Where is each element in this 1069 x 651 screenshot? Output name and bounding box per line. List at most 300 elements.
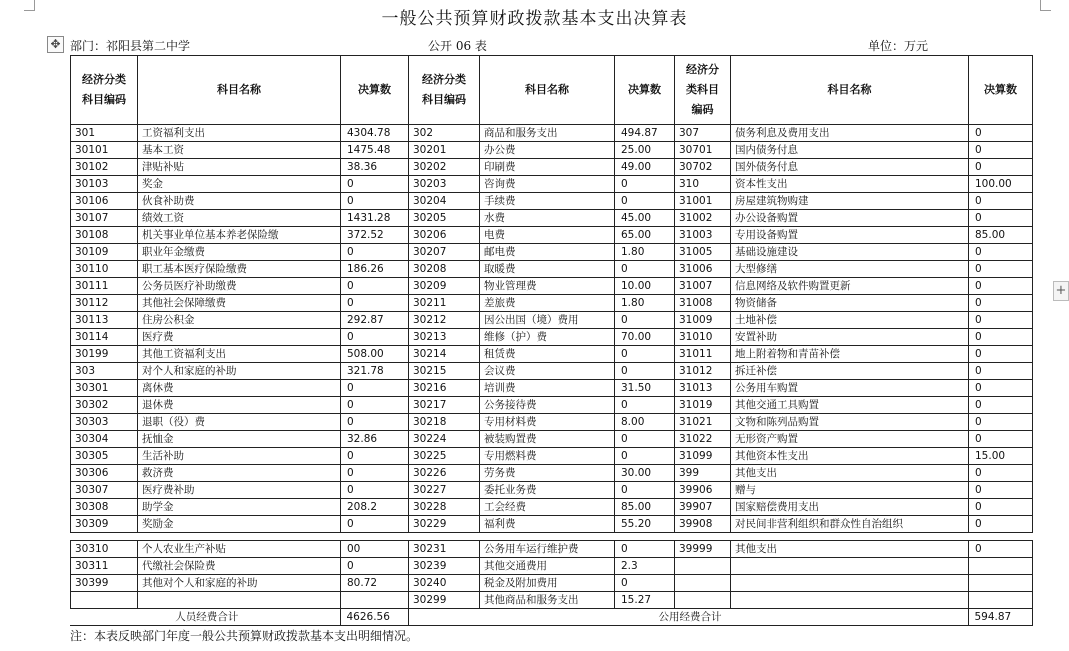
public-total-value: 594.87 — [968, 609, 1032, 626]
cell-name-2[interactable]: 商品和服务支出 — [480, 125, 615, 142]
cell-name-3[interactable]: 国外债务付息 — [731, 159, 969, 176]
cell-amount-1[interactable]: 208.2 — [341, 499, 409, 516]
cell-code-1[interactable]: 30101 — [71, 142, 138, 159]
cell-amount-2[interactable]: 2.3 — [615, 558, 675, 575]
cell-amount-3[interactable]: 85.00 — [969, 227, 1033, 244]
cell-name-3[interactable] — [731, 575, 969, 592]
cell-code-1[interactable]: 30113 — [71, 312, 138, 329]
cell-amount-1[interactable]: 0 — [341, 516, 409, 533]
cell-amount-2[interactable]: 31.50 — [615, 380, 675, 397]
cell-name-1[interactable]: 抚恤金 — [138, 431, 341, 448]
cell-name-2[interactable]: 手续费 — [480, 193, 615, 210]
cell-amount-2[interactable]: 30.00 — [615, 465, 675, 482]
cell-name-1[interactable]: 其他社会保障缴费 — [138, 295, 341, 312]
cell-name-1[interactable]: 其他对个人和家庭的补助 — [138, 575, 341, 592]
table-row — [71, 193, 1033, 210]
margin-mark — [24, 0, 35, 11]
cell-code-3[interactable]: 31008 — [675, 295, 731, 312]
cell-code-3[interactable]: 30702 — [675, 159, 731, 176]
cell-code-2[interactable]: 30205 — [409, 210, 480, 227]
cell-code-2[interactable]: 30202 — [409, 159, 480, 176]
cell-amount-1[interactable]: 0 — [341, 193, 409, 210]
cell-name-1[interactable]: 生活补助 — [138, 448, 341, 465]
cell-code-3[interactable]: 31002 — [675, 210, 731, 227]
cell-name-1[interactable]: 其他工资福利支出 — [138, 346, 341, 363]
cell-amount-1[interactable]: 32.86 — [341, 431, 409, 448]
cell-amount-1[interactable]: 186.26 — [341, 261, 409, 278]
table-row — [71, 210, 1033, 227]
cell-code-3[interactable]: 31022 — [675, 431, 731, 448]
cell-amount-1[interactable]: 4304.78 — [341, 125, 409, 142]
table-title: 一般公共预算财政拨款基本支出决算表 — [381, 9, 688, 29]
cell-name-3[interactable]: 其他资本性支出 — [731, 448, 969, 465]
cell-amount-2[interactable]: 49.00 — [615, 159, 675, 176]
header-code-1-line2: 科目编码 — [82, 93, 126, 106]
cell-amount-1[interactable]: 508.00 — [341, 346, 409, 363]
cell-name-2[interactable]: 咨询费 — [480, 176, 615, 193]
cell-code-3[interactable]: 39907 — [675, 499, 731, 516]
cell-amount-2[interactable]: 0 — [615, 346, 675, 363]
cell-amount-1[interactable]: 0 — [341, 397, 409, 414]
table-row — [71, 363, 1033, 380]
cell-amount-3[interactable]: 0 — [969, 210, 1033, 227]
cell-name-3[interactable] — [731, 592, 969, 609]
cell-amount-1[interactable]: 372.52 — [341, 227, 409, 244]
cell-code-2[interactable]: 30209 — [409, 278, 480, 295]
cell-name-1[interactable]: 救济费 — [138, 465, 341, 482]
cell-amount-2[interactable]: 0 — [615, 575, 675, 592]
cell-name-1[interactable]: 助学金 — [138, 499, 341, 516]
cell-code-1[interactable]: 30108 — [71, 227, 138, 244]
cell-name-1[interactable]: 机关事业单位基本养老保险缴 — [138, 227, 341, 244]
cell-name-1[interactable]: 退职（役）费 — [138, 414, 341, 431]
cell-name-1[interactable] — [138, 592, 341, 609]
cell-code-3[interactable]: 31099 — [675, 448, 731, 465]
department-label: 部门：祁阳县第二中学 — [70, 39, 191, 53]
cell-amount-2[interactable]: 1.80 — [615, 295, 675, 312]
cell-code-1[interactable]: 303 — [71, 363, 138, 380]
cell-amount-1[interactable]: 0 — [341, 329, 409, 346]
header-name-2: 科目名称 — [480, 56, 615, 125]
table-row — [71, 558, 1033, 575]
cell-amount-1[interactable]: 0 — [341, 380, 409, 397]
cell-amount-3[interactable] — [969, 575, 1033, 592]
cell-name-3[interactable]: 国内债务付息 — [731, 142, 969, 159]
cell-code-1[interactable]: 30308 — [71, 499, 138, 516]
cell-name-1[interactable]: 医疗费补助 — [138, 482, 341, 499]
cell-code-2[interactable]: 30228 — [409, 499, 480, 516]
cell-amount-1[interactable]: 0 — [341, 448, 409, 465]
cell-code-2[interactable]: 30224 — [409, 431, 480, 448]
table-row — [71, 125, 1033, 142]
cell-name-2[interactable]: 公务用车运行维护费 — [480, 541, 615, 558]
header-code-1-line1: 经济分类 — [82, 73, 126, 86]
cell-amount-3[interactable]: 0 — [969, 482, 1033, 499]
cell-amount-1[interactable]: 0 — [341, 244, 409, 261]
cell-code-2[interactable]: 30214 — [409, 346, 480, 363]
cell-amount-1[interactable]: 0 — [341, 414, 409, 431]
cell-amount-3[interactable]: 100.00 — [969, 176, 1033, 193]
cell-name-2[interactable]: 电费 — [480, 227, 615, 244]
cell-amount-1[interactable]: 1431.28 — [341, 210, 409, 227]
cell-code-3[interactable]: 31005 — [675, 244, 731, 261]
cell-code-1[interactable]: 30109 — [71, 244, 138, 261]
cell-amount-3[interactable] — [969, 592, 1033, 609]
cell-name-1[interactable]: 住房公积金 — [138, 312, 341, 329]
table-row — [71, 329, 1033, 346]
cell-amount-3[interactable] — [969, 558, 1033, 575]
cell-amount-2[interactable]: 10.00 — [615, 278, 675, 295]
cell-amount-1[interactable]: 0 — [341, 295, 409, 312]
cell-code-2[interactable]: 30203 — [409, 176, 480, 193]
cell-amount-2[interactable]: 0 — [615, 261, 675, 278]
add-column-plus-icon[interactable]: + — [1053, 281, 1069, 301]
cell-amount-2[interactable]: 0 — [615, 363, 675, 380]
cell-name-1[interactable]: 奖金 — [138, 176, 341, 193]
cell-amount-2[interactable]: 494.87 — [615, 125, 675, 142]
cell-code-1[interactable]: 30111 — [71, 278, 138, 295]
cell-code-2[interactable]: 30225 — [409, 448, 480, 465]
cell-code-2[interactable]: 30215 — [409, 363, 480, 380]
personnel-total-value: 4626.56 — [340, 609, 408, 626]
cell-name-3[interactable]: 房屋建筑物购建 — [731, 193, 969, 210]
cell-amount-3[interactable]: 0 — [969, 465, 1033, 482]
table-row — [71, 482, 1033, 499]
header-amount-1: 决算数 — [341, 56, 409, 125]
cell-amount-3[interactable]: 0 — [969, 414, 1033, 431]
cell-amount-3[interactable]: 0 — [969, 329, 1033, 346]
table-row — [71, 261, 1033, 278]
cell-code-3[interactable]: 31013 — [675, 380, 731, 397]
personnel-total-label: 人员经费合计 — [70, 609, 340, 626]
cell-code-1[interactable]: 30302 — [71, 397, 138, 414]
cell-name-1[interactable]: 伙食补助费 — [138, 193, 341, 210]
cell-name-1[interactable]: 奖励金 — [138, 516, 341, 533]
cell-name-2[interactable]: 邮电费 — [480, 244, 615, 261]
cell-amount-3[interactable]: 0 — [969, 125, 1033, 142]
cell-code-1[interactable]: 30112 — [71, 295, 138, 312]
cell-amount-1[interactable]: 321.78 — [341, 363, 409, 380]
table-move-handle-icon[interactable]: ✥ — [47, 36, 64, 53]
cell-code-3[interactable]: 39999 — [675, 541, 731, 558]
cell-name-2[interactable]: 培训费 — [480, 380, 615, 397]
cell-amount-3[interactable]: 0 — [969, 193, 1033, 210]
cell-name-2[interactable]: 差旅费 — [480, 295, 615, 312]
cell-code-2[interactable]: 30229 — [409, 516, 480, 533]
cell-code-3[interactable]: 31019 — [675, 397, 731, 414]
cell-name-3[interactable]: 资本性支出 — [731, 176, 969, 193]
cell-amount-2[interactable]: 55.20 — [615, 516, 675, 533]
table-row — [71, 278, 1033, 295]
cell-code-3[interactable] — [675, 575, 731, 592]
cell-name-1[interactable]: 工资福利支出 — [138, 125, 341, 142]
cell-name-2[interactable]: 专用燃料费 — [480, 448, 615, 465]
cell-amount-3[interactable]: 0 — [969, 261, 1033, 278]
cell-amount-1[interactable] — [341, 592, 409, 609]
cell-name-2[interactable]: 印刷费 — [480, 159, 615, 176]
cell-amount-2[interactable]: 0 — [615, 193, 675, 210]
cell-code-2[interactable]: 30216 — [409, 380, 480, 397]
cell-code-1[interactable]: 30309 — [71, 516, 138, 533]
cell-name-1[interactable]: 个人农业生产补贴 — [138, 541, 341, 558]
cell-name-1[interactable]: 绩效工资 — [138, 210, 341, 227]
cell-name-3[interactable] — [731, 558, 969, 575]
cell-code-2[interactable]: 30201 — [409, 142, 480, 159]
cell-amount-1[interactable]: 0 — [341, 558, 409, 575]
cell-code-1[interactable]: 301 — [71, 125, 138, 142]
cell-amount-3[interactable]: 0 — [969, 363, 1033, 380]
cell-code-1[interactable]: 30106 — [71, 193, 138, 210]
cell-name-2[interactable]: 税金及附加费用 — [480, 575, 615, 592]
header-code-3-line2: 类科目 — [686, 83, 719, 96]
cell-name-2[interactable]: 办公费 — [480, 142, 615, 159]
cell-name-2[interactable]: 劳务费 — [480, 465, 615, 482]
table-row — [71, 516, 1033, 533]
cell-name-3[interactable]: 无形资产购置 — [731, 431, 969, 448]
table-row — [71, 244, 1033, 261]
cell-amount-2[interactable]: 70.00 — [615, 329, 675, 346]
cell-name-1[interactable]: 离休费 — [138, 380, 341, 397]
table-row — [71, 397, 1033, 414]
cell-name-2[interactable]: 维修（护）费 — [480, 329, 615, 346]
cell-name-2[interactable]: 其他商品和服务支出 — [480, 592, 615, 609]
cell-amount-3[interactable]: 0 — [969, 278, 1033, 295]
cell-amount-1[interactable]: 38.36 — [341, 159, 409, 176]
table-row — [71, 431, 1033, 448]
cell-name-3[interactable]: 其他支出 — [731, 465, 969, 482]
cell-code-3[interactable]: 30701 — [675, 142, 731, 159]
cell-code-1[interactable]: 30114 — [71, 329, 138, 346]
cell-amount-3[interactable]: 0 — [969, 499, 1033, 516]
cell-name-3[interactable]: 拆迁补偿 — [731, 363, 969, 380]
cell-code-2[interactable]: 30239 — [409, 558, 480, 575]
cell-amount-3[interactable]: 0 — [969, 431, 1033, 448]
cell-code-2[interactable]: 30218 — [409, 414, 480, 431]
cell-code-2[interactable]: 30231 — [409, 541, 480, 558]
cell-name-1[interactable]: 公务员医疗补助缴费 — [138, 278, 341, 295]
cell-name-2[interactable]: 公务接待费 — [480, 397, 615, 414]
table-row — [71, 380, 1033, 397]
cell-code-3[interactable]: 31021 — [675, 414, 731, 431]
cell-name-2[interactable]: 物业管理费 — [480, 278, 615, 295]
cell-name-1[interactable]: 基本工资 — [138, 142, 341, 159]
cell-amount-3[interactable]: 0 — [969, 397, 1033, 414]
table-row — [71, 312, 1033, 329]
cell-amount-3[interactable]: 0 — [969, 541, 1033, 558]
header-table — [70, 55, 1033, 125]
cell-code-1[interactable]: 30107 — [71, 210, 138, 227]
header-code-2 — [409, 56, 480, 125]
table-row — [71, 465, 1033, 482]
cell-amount-3[interactable]: 0 — [969, 312, 1033, 329]
cell-code-2[interactable]: 30299 — [409, 592, 480, 609]
cell-name-3[interactable]: 对民间非营利组织和群众性自治组织 — [731, 516, 969, 533]
cell-code-2[interactable]: 30207 — [409, 244, 480, 261]
cell-name-3[interactable]: 安置补助 — [731, 329, 969, 346]
cell-name-2[interactable]: 因公出国（境）费用 — [480, 312, 615, 329]
cell-amount-1[interactable]: 0 — [341, 176, 409, 193]
cell-code-1[interactable]: 30307 — [71, 482, 138, 499]
cell-name-3[interactable]: 物资储备 — [731, 295, 969, 312]
cell-name-2[interactable]: 会议费 — [480, 363, 615, 380]
cell-amount-1[interactable]: 00 — [341, 541, 409, 558]
cell-amount-2[interactable]: 15.27 — [615, 592, 675, 609]
cell-code-3[interactable]: 31006 — [675, 261, 731, 278]
cell-name-1[interactable]: 代缴社会保险费 — [138, 558, 341, 575]
cell-amount-2[interactable]: 8.00 — [615, 414, 675, 431]
cell-name-1[interactable]: 对个人和家庭的补助 — [138, 363, 341, 380]
cell-amount-1[interactable]: 0 — [341, 465, 409, 482]
cell-code-2[interactable]: 30240 — [409, 575, 480, 592]
cell-name-3[interactable]: 专用设备购置 — [731, 227, 969, 244]
cell-name-3[interactable]: 其他交通工具购置 — [731, 397, 969, 414]
cell-code-3[interactable]: 31007 — [675, 278, 731, 295]
cell-name-1[interactable]: 津贴补贴 — [138, 159, 341, 176]
cell-name-3[interactable]: 文物和陈列品购置 — [731, 414, 969, 431]
header-code-3 — [675, 56, 731, 125]
cell-name-2[interactable]: 专用材料费 — [480, 414, 615, 431]
cell-name-3[interactable]: 办公设备购置 — [731, 210, 969, 227]
cell-code-1[interactable]: 30310 — [71, 541, 138, 558]
cell-name-1[interactable]: 职工基本医疗保险缴费 — [138, 261, 341, 278]
cell-amount-3[interactable]: 0 — [969, 142, 1033, 159]
cell-code-3[interactable]: 39906 — [675, 482, 731, 499]
cell-name-3[interactable]: 地上附着物和青苗补偿 — [731, 346, 969, 363]
cell-amount-2[interactable]: 0 — [615, 397, 675, 414]
cell-name-3[interactable]: 信息网络及软件购置更新 — [731, 278, 969, 295]
cell-amount-3[interactable]: 0 — [969, 380, 1033, 397]
cell-name-3[interactable]: 公务用车购置 — [731, 380, 969, 397]
cell-amount-3[interactable]: 0 — [969, 516, 1033, 533]
header-code-1 — [71, 56, 138, 125]
cell-code-3[interactable]: 31009 — [675, 312, 731, 329]
cell-amount-2[interactable]: 65.00 — [615, 227, 675, 244]
cell-name-3[interactable]: 其他支出 — [731, 541, 969, 558]
cell-amount-3[interactable]: 0 — [969, 244, 1033, 261]
cell-amount-3[interactable]: 0 — [969, 346, 1033, 363]
cell-code-2[interactable]: 30217 — [409, 397, 480, 414]
cell-code-1[interactable]: 30304 — [71, 431, 138, 448]
cell-name-3[interactable]: 大型修缮 — [731, 261, 969, 278]
cell-amount-1[interactable]: 292.87 — [341, 312, 409, 329]
cell-code-1[interactable]: 30399 — [71, 575, 138, 592]
cell-amount-2[interactable]: 0 — [615, 448, 675, 465]
cell-code-2[interactable]: 30212 — [409, 312, 480, 329]
cell-name-2[interactable]: 其他交通费用 — [480, 558, 615, 575]
cell-code-1[interactable]: 30110 — [71, 261, 138, 278]
cell-code-2[interactable]: 30204 — [409, 193, 480, 210]
table-row — [71, 142, 1033, 159]
cell-code-3[interactable]: 39908 — [675, 516, 731, 533]
header-amount-3: 决算数 — [969, 56, 1033, 125]
table-row — [71, 592, 1033, 609]
cell-name-3[interactable]: 债务利息及费用支出 — [731, 125, 969, 142]
cell-code-1[interactable]: 30301 — [71, 380, 138, 397]
cell-amount-1[interactable]: 0 — [341, 278, 409, 295]
cell-code-3[interactable]: 31001 — [675, 193, 731, 210]
cell-code-1[interactable]: 30305 — [71, 448, 138, 465]
cell-amount-2[interactable]: 85.00 — [615, 499, 675, 516]
cell-code-2[interactable]: 30206 — [409, 227, 480, 244]
cell-code-2[interactable]: 30227 — [409, 482, 480, 499]
cell-name-2[interactable]: 取暖费 — [480, 261, 615, 278]
table-row — [71, 414, 1033, 431]
cell-name-2[interactable]: 委托业务费 — [480, 482, 615, 499]
cell-amount-2[interactable]: 1.80 — [615, 244, 675, 261]
cell-name-2[interactable]: 工会经费 — [480, 499, 615, 516]
table-row — [71, 227, 1033, 244]
cell-code-3[interactable]: 31010 — [675, 329, 731, 346]
cell-code-3[interactable] — [675, 558, 731, 575]
cell-name-1[interactable]: 退休费 — [138, 397, 341, 414]
cell-name-1[interactable]: 医疗费 — [138, 329, 341, 346]
cell-amount-2[interactable]: 0 — [615, 431, 675, 448]
cell-code-3[interactable]: 399 — [675, 465, 731, 482]
cell-code-3[interactable]: 310 — [675, 176, 731, 193]
header-name-1: 科目名称 — [138, 56, 341, 125]
cell-code-1[interactable]: 30102 — [71, 159, 138, 176]
cell-amount-1[interactable]: 1475.48 — [341, 142, 409, 159]
table-row — [71, 346, 1033, 363]
form-number: 公开 06 表 — [428, 39, 487, 53]
cell-name-2[interactable]: 被装购置费 — [480, 431, 615, 448]
totals-table — [70, 608, 1033, 626]
cell-name-3[interactable]: 赠与 — [731, 482, 969, 499]
cell-name-2[interactable]: 水费 — [480, 210, 615, 227]
table-row — [71, 295, 1033, 312]
cell-code-1[interactable]: 30306 — [71, 465, 138, 482]
cell-amount-2[interactable]: 0 — [615, 541, 675, 558]
cell-code-3[interactable]: 307 — [675, 125, 731, 142]
cell-code-2[interactable]: 30208 — [409, 261, 480, 278]
table-row — [71, 159, 1033, 176]
cell-amount-3[interactable]: 0 — [969, 159, 1033, 176]
cell-name-3[interactable]: 基础设施建设 — [731, 244, 969, 261]
cell-amount-3[interactable]: 15.00 — [969, 448, 1033, 465]
cell-name-3[interactable]: 国家赔偿费用支出 — [731, 499, 969, 516]
public-total-label: 公用经费合计 — [408, 609, 968, 626]
cell-name-1[interactable]: 职业年金缴费 — [138, 244, 341, 261]
cell-code-3[interactable] — [675, 592, 731, 609]
cell-code-3[interactable]: 31012 — [675, 363, 731, 380]
cell-code-3[interactable]: 31011 — [675, 346, 731, 363]
cell-code-2[interactable]: 302 — [409, 125, 480, 142]
cell-code-2[interactable]: 30226 — [409, 465, 480, 482]
cell-code-1[interactable]: 30199 — [71, 346, 138, 363]
cell-amount-3[interactable]: 0 — [969, 295, 1033, 312]
cell-code-1[interactable]: 30303 — [71, 414, 138, 431]
cell-name-2[interactable]: 租赁费 — [480, 346, 615, 363]
cell-amount-1[interactable]: 0 — [341, 482, 409, 499]
cell-amount-1[interactable]: 80.72 — [341, 575, 409, 592]
cell-code-1[interactable]: 30103 — [71, 176, 138, 193]
cell-amount-2[interactable]: 45.00 — [615, 210, 675, 227]
cell-code-1[interactable] — [71, 592, 138, 609]
data-table-part-2 — [70, 540, 1033, 609]
cell-amount-2[interactable]: 0 — [615, 312, 675, 329]
header-code-3-line3: 编码 — [691, 103, 714, 116]
cell-code-1[interactable]: 30311 — [71, 558, 138, 575]
cell-name-3[interactable]: 土地补偿 — [731, 312, 969, 329]
cell-code-3[interactable]: 31003 — [675, 227, 731, 244]
cell-amount-2[interactable]: 0 — [615, 176, 675, 193]
cell-amount-2[interactable]: 25.00 — [615, 142, 675, 159]
cell-amount-2[interactable]: 0 — [615, 482, 675, 499]
header-code-2-line1: 经济分类 — [422, 73, 466, 86]
cell-code-2[interactable]: 30211 — [409, 295, 480, 312]
cell-name-2[interactable]: 福利费 — [480, 516, 615, 533]
cell-code-2[interactable]: 30213 — [409, 329, 480, 346]
